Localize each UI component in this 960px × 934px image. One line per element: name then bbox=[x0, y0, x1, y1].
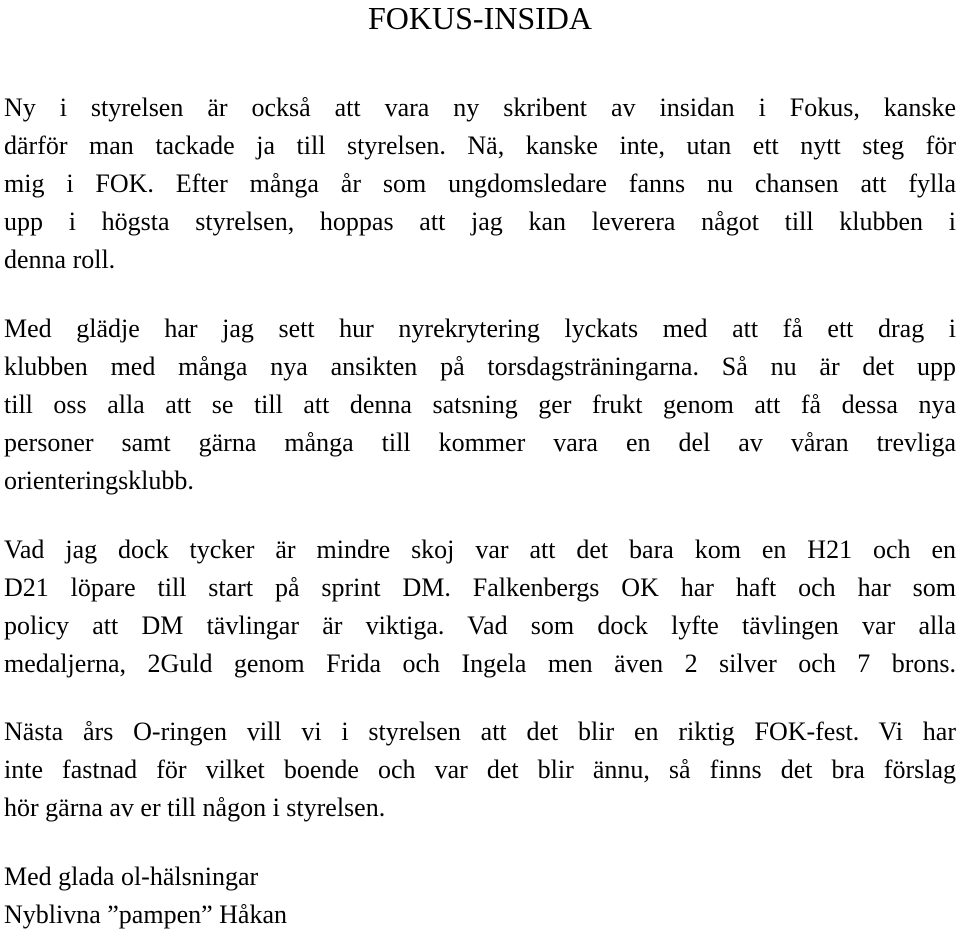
paragraph-line: Vad jag dock tycker är mindre skoj var att det bara kom en H21 och en bbox=[4, 535, 956, 564]
paragraph-dm-results bbox=[4, 531, 956, 683]
page-title: FOKUS-INSIDA bbox=[367, 0, 592, 36]
signoff bbox=[4, 858, 956, 934]
paragraph-line: upp i högsta styrelsen, hoppas att jag kan leverera något till klubben i bbox=[4, 207, 956, 236]
paragraph-intro bbox=[4, 89, 956, 279]
document-page bbox=[4, 0, 956, 929]
paragraph-o-ringen bbox=[4, 713, 956, 827]
signoff-greeting: Med glada ol-hälsningar bbox=[4, 862, 259, 891]
paragraph-line: inte fastnad för vilket boende och var det blir ännu, så finns det bra förslag bbox=[4, 755, 956, 784]
paragraph-line: till oss alla att se till att denna satsning ger frukt genom att få dessa nya bbox=[4, 390, 956, 419]
paragraph-recruitment bbox=[4, 310, 956, 500]
paragraph-line: D21 löpare till start på sprint DM. Falkenbergs OK har haft och har som bbox=[4, 573, 956, 602]
paragraph-line: hör gärna av er till någon i styrelsen. bbox=[4, 793, 386, 822]
paragraph-line: klubben med många nya ansikten på torsdagsträningarna. Så nu är det upp bbox=[4, 352, 956, 381]
paragraph-line: policy att DM tävlingar är viktiga. Vad som dock lyfte tävlingen var alla bbox=[4, 611, 956, 640]
paragraph-line: Nästa års O-ringen vill vi i styrelsen att det blir en riktig FOK-fest. Vi har bbox=[4, 717, 956, 746]
signoff-signature: Nyblivna ”pampen” Håkan bbox=[4, 900, 288, 929]
paragraph-line: denna roll. bbox=[4, 245, 116, 274]
paragraph-line: därför man tackade ja till styrelsen. Nä, kanske inte, utan ett nytt steg för bbox=[4, 131, 956, 160]
paragraph-line: Ny i styrelsen är också att vara ny skribent av insidan i Fokus, kanske bbox=[4, 93, 956, 122]
paragraph-line: mig i FOK. Efter många år som ungdomsledare fanns nu chansen att fylla bbox=[4, 169, 956, 198]
paragraph-line: medaljerna, 2Guld genom Frida och Ingela men även 2 silver och 7 brons. bbox=[4, 649, 956, 678]
paragraph-line: personer samt gärna många till kommer vara en del av våran trevliga bbox=[4, 428, 956, 457]
paragraph-line: Med glädje har jag sett hur nyrekrytering lyckats med att få ett drag i bbox=[4, 314, 956, 343]
paragraph-line: orienteringsklubb. bbox=[4, 466, 194, 495]
